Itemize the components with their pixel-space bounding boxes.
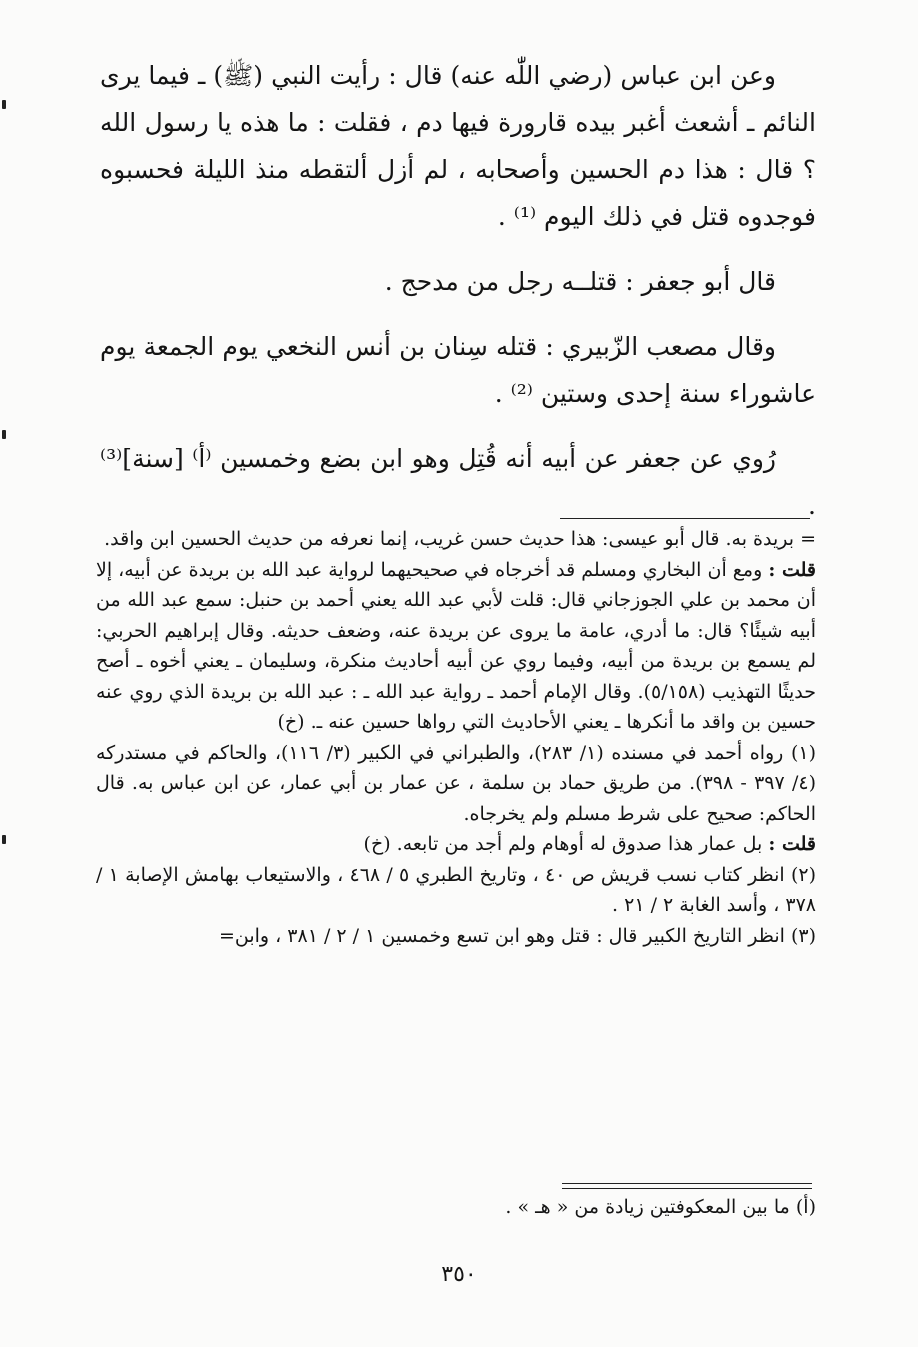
footnote-separator (560, 518, 810, 519)
footnote-continuation: = بريدة به. قال أبو عيسى: هذا حديث حسن غريب، إنما نعرفه من حديث الحسين ابن واقد. (104, 528, 816, 550)
alt-note-separator (562, 1183, 812, 1189)
qult-label: قلت : (768, 558, 816, 581)
footnote-editor-text: ومع أن البخاري ومسلم قد أخرجاه في صحيحيهما لرواية عبد الله بن بريدة عن أبيه، إلا أن محمد بن علي الجوزجاني قال: قلت لأبي عبد الله يعني أحمد بن حنبل: سمع عبد الله من أبيه شيئًا؟ قال: ما أدري، عامة ما يروى عن بريدة عنه، وضعف حديثه. وقال إبراهيم الحربي: لم يسمع بن بريدة من أبيه، وفيما روي عن أبيه أحاديث منكرة، وسليمان ـ يعني أخوه ـ أصح حديثًا التهذيب (٥/١٥٨). وقال الإمام أحمد ـ رواية عبد الله ـ : عبد الله بن بريدة الذي روي عنه حسين بن واقد ما أنكرها ـ يعني الأحاديث التي رواها حسين عنه ـ. (خ) (96, 558, 816, 733)
alt-note: (أ) ما بين المعكوفتين زيادة من « هـ » . (505, 1196, 816, 1218)
footnote-editor-comment (96, 555, 816, 738)
main-paragraph-1: وعن ابن عباس (رضي اللّٰه عنه) قال : رأيت النبي (ﷺ) ـ فيما يرى النائم ـ أشعث أغبر بيده قارورة فيها دم ، فقلت : ما هذه يا رسول الله ؟ قال : هذا دم الحسين وأصحابه ، لم أزل ألتقطه منذ الليلة فحسبوه فوجدوه قتل في ذلك اليوم ⁽¹⁾ . (100, 61, 816, 231)
page-number: ٣٥٠ (441, 1262, 477, 1287)
footnote-2: (٢) انظر كتاب نسب قريش ص ٤٠ ، وتاريخ الطبري ٥ / ٤٦٨ ، والاستيعاب بهامش الإصابة ١ / ٣٧٨ ، وأسد الغابة ٢ / ٢١ . (96, 863, 817, 916)
footnotes (96, 524, 816, 951)
qult-label: قلت : (768, 833, 816, 855)
footnote-1-comment-text: بل عمار هذا صدوق له أوهام ولم أجد من تابعه. (خ) (363, 833, 763, 855)
main-paragraph-4: رُوي عن جعفر عن أبيه أنه قُتِل وهو ابن بضع وخمسين ⁽أ⁾ [سنة]⁽³⁾ . (100, 444, 816, 520)
footnote-1-comment (96, 829, 816, 860)
main-text (100, 52, 816, 529)
main-paragraph-3: وقال مصعب الزّبيري : قتله سِنان بن أنس النخعي يوم الجمعة يوم عاشوراء سنة إحدى وستين ⁽²⁾ . (100, 332, 816, 408)
margin-mark (2, 835, 6, 844)
footnote-1: (١) رواه أحمد في مسنده (١/ ٢٨٣)، والطبراني في الكبير (٣/ ١١٦)، والحاكم في مستدركه (٤/ ٣٩٧ - ٣٩٨). من طريق حماد بن سلمة ، عن عمار بن أبي عمار، عن ابن عباس به. قال الحاكم: صحيح على شرط مسلم ولم يخرجاه. (96, 741, 816, 825)
main-paragraph-2: قال أبو جعفر : قتلــه رجل من مدحج . (384, 267, 776, 296)
footnote-3: (٣) انظر التاريخ الكبير قال : قتل وهو ابن تسع وخمسين ١ / ٢ / ٣٨١ ، وابن= (218, 924, 816, 947)
margin-mark (2, 430, 6, 439)
margin-mark (2, 100, 6, 109)
